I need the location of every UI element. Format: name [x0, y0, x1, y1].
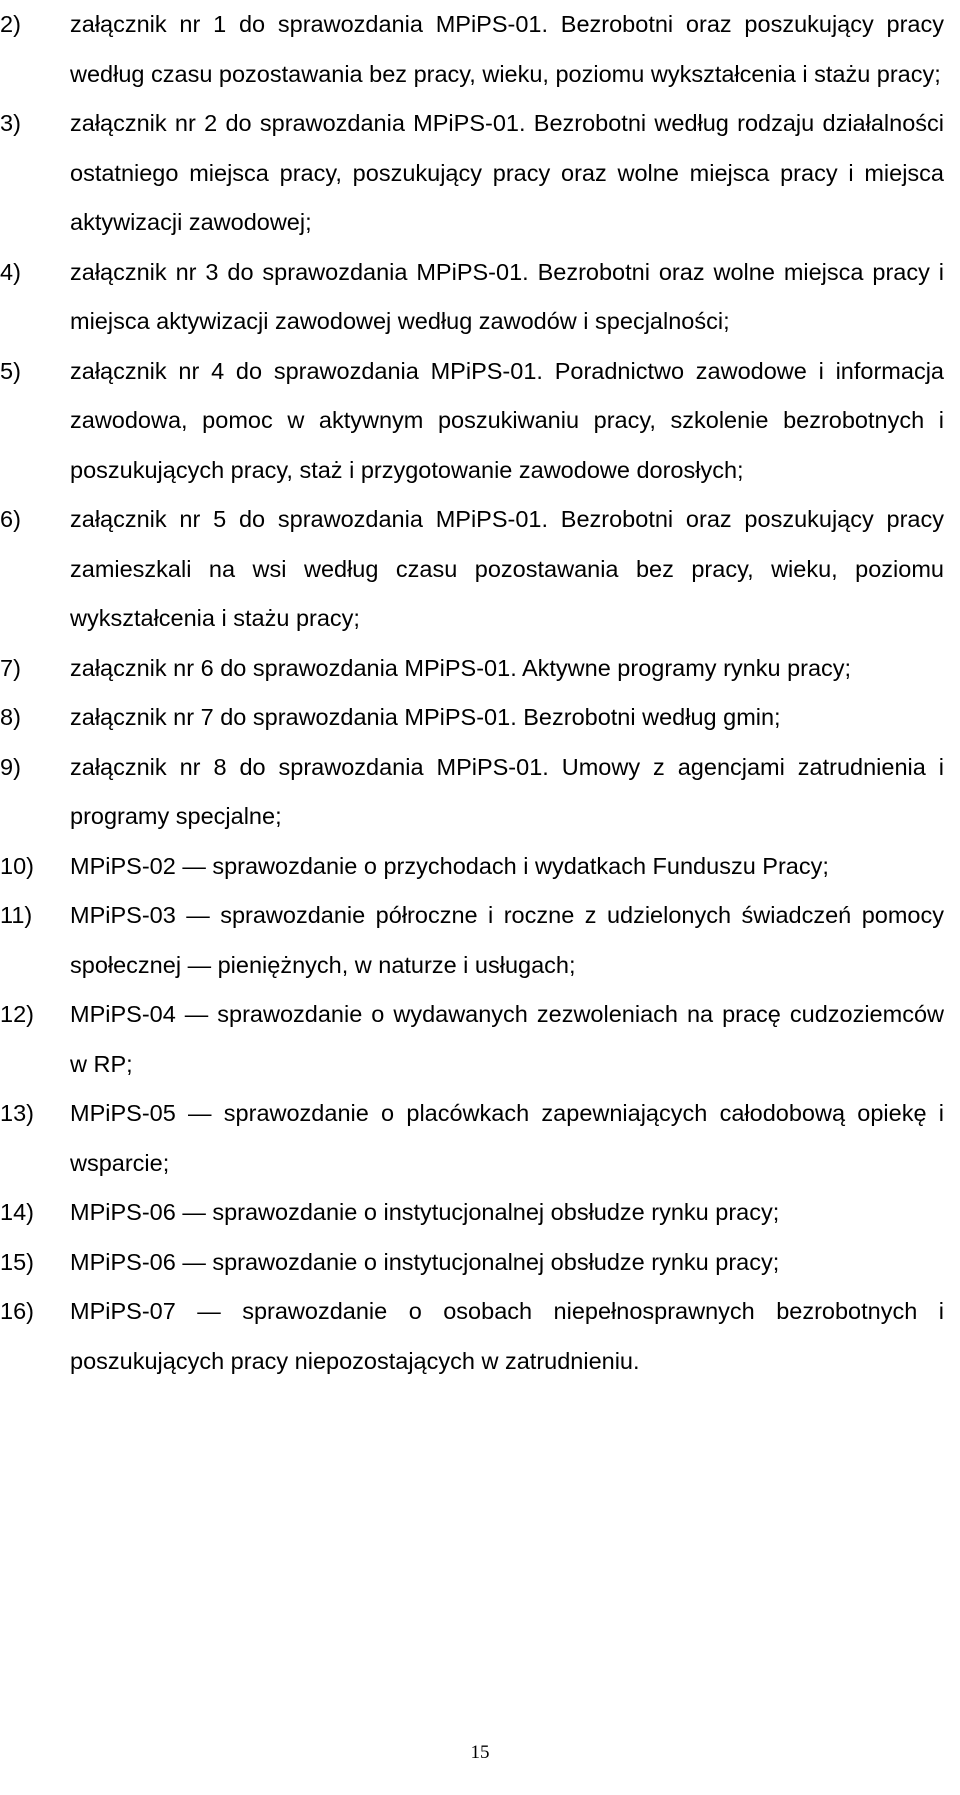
list-item [0, 644, 944, 694]
list-item [0, 1238, 944, 1288]
list-item-text: MPiPS-05 — sprawozdanie o placówkach zapewniających całodobową opiekę i wsparcie; [70, 1100, 944, 1176]
list-item-number: 12) [0, 1001, 34, 1027]
list-item [0, 1188, 944, 1238]
list-item-text: załącznik nr 2 do sprawozdania MPiPS-01. Bezrobotni według rodzaju działalności ostatniego miejsca pracy, poszukujący pracy oraz wolne miejsca pracy i miejsca aktywizacji zawodowej; [70, 110, 944, 235]
list-item-number: 4) [0, 258, 21, 285]
list-item-number: 10) [0, 852, 34, 879]
list-item-text: MPiPS-03 — sprawozdanie półroczne i roczne z udzielonych świadczeń pomocy społecznej — pieniężnych, w naturze i usługach; [70, 902, 944, 978]
list-item-text: MPiPS-02 — sprawozdanie o przychodach i wydatkach Funduszu Pracy; [70, 852, 829, 879]
list-item-text: MPiPS-07 — sprawozdanie o osobach niepełnosprawnych bezrobotnych i poszukujących pracy niepozostających w zatrudnieniu. [70, 1298, 944, 1374]
list-item-number: 11) [0, 902, 33, 928]
list-item-text: załącznik nr 1 do sprawozdania MPiPS-01. Bezrobotni oraz poszukujący pracy według czasu pozostawania bez pracy, wieku, poziomu wykształcenia i stażu pracy; [70, 11, 944, 87]
list-item [0, 891, 944, 990]
list-item [0, 1089, 944, 1188]
list-item [0, 347, 944, 496]
list-item-text: załącznik nr 7 do sprawozdania MPiPS-01. Bezrobotni według gmin; [70, 704, 781, 730]
list-item-number: 14) [0, 1199, 34, 1225]
list-item [0, 693, 944, 743]
list-item [0, 1287, 944, 1386]
list-item [0, 842, 944, 892]
list-item-number: 7) [0, 654, 21, 681]
list-item-text: załącznik nr 4 do sprawozdania MPiPS-01. Poradnictwo zawodowe i informacja zawodowa, pomoc w aktywnym poszukiwaniu pracy, szkolenie bezrobotnych i poszukujących pracy, staż i przygotowanie zawodowe dorosłych; [70, 357, 944, 483]
list-item-number: 9) [0, 753, 21, 780]
list-item-text: załącznik nr 3 do sprawozdania MPiPS-01. Bezrobotni oraz wolne miejsca pracy i miejsca aktywizacji zawodowej według zawodów i specjalności; [70, 258, 944, 334]
list-item-number: 15) [0, 1248, 34, 1275]
list-item-text: załącznik nr 6 do sprawozdania MPiPS-01. Aktywne programy rynku pracy; [70, 654, 852, 681]
list-item [0, 248, 944, 347]
list-item-number: 8) [0, 704, 21, 730]
list-item [0, 495, 944, 644]
list-item [0, 0, 944, 99]
list-item [0, 990, 944, 1089]
list-item-number: 13) [0, 1100, 34, 1126]
list-item-number: 2) [0, 11, 21, 37]
list-item [0, 743, 944, 842]
list-item-text: MPiPS-06 — sprawozdanie o instytucjonalnej obsłudze rynku pracy; [70, 1199, 780, 1225]
list-item-number: 16) [0, 1298, 34, 1324]
list-item-number: 3) [0, 110, 21, 136]
list-item-text: załącznik nr 5 do sprawozdania MPiPS-01. Bezrobotni oraz poszukujący pracy zamieszkali na wsi według czasu pozostawania bez pracy, wieku, poziomu wykształcenia i stażu pracy; [70, 506, 944, 631]
list-item [0, 99, 944, 248]
list-item-text: MPiPS-06 — sprawozdanie o instytucjonalnej obsłudze rynku pracy; [70, 1248, 780, 1275]
page-number: 15 [470, 1742, 490, 1763]
list-item-number: 5) [0, 357, 21, 384]
list-item-number: 6) [0, 506, 21, 532]
list-item-text: MPiPS-04 — sprawozdanie o wydawanych zezwoleniach na pracę cudzoziemców w RP; [70, 1001, 944, 1077]
list-item-text: załącznik nr 8 do sprawozdania MPiPS-01. Umowy z agencjami zatrudnienia i programy specjalne; [70, 753, 944, 829]
